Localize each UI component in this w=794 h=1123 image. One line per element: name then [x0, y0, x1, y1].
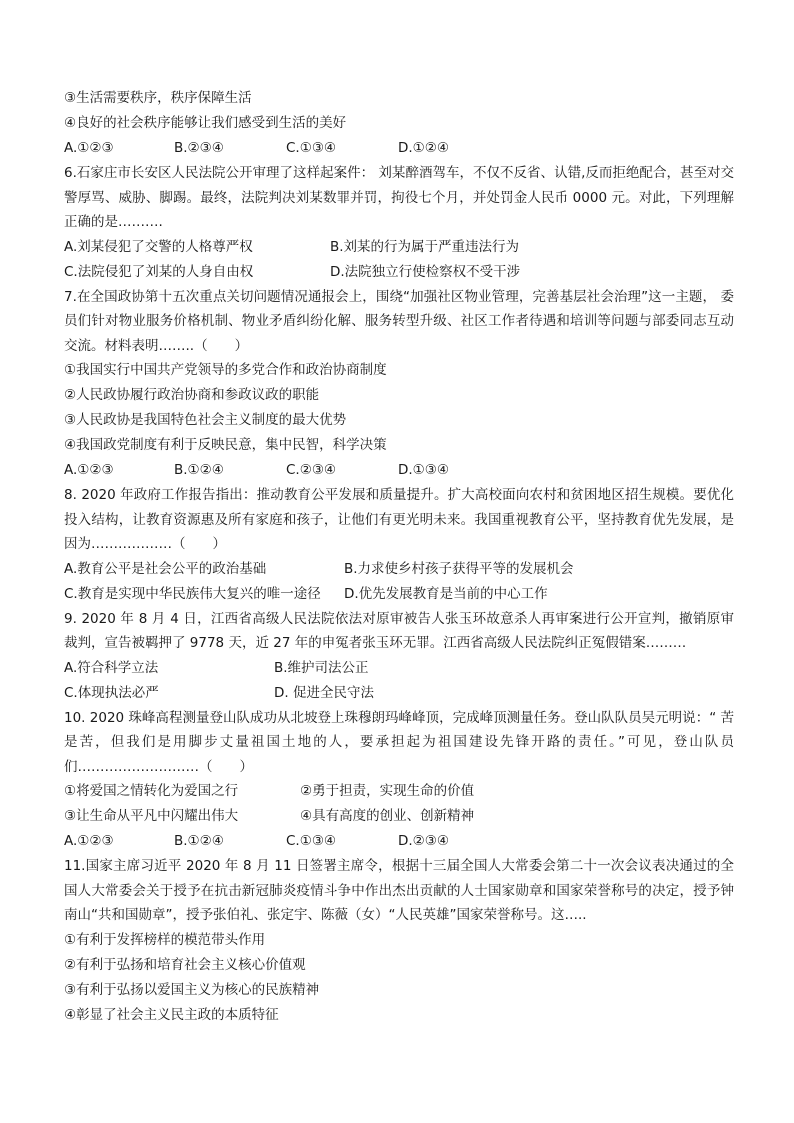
option-d: D.①②④ — [398, 140, 449, 156]
option-d: D.①③④ — [398, 462, 449, 478]
question-6-options-row-2 — [64, 260, 734, 285]
answer-options — [64, 136, 734, 161]
statement-3: ③有利于弘扬以爱国主义为核心的民族精神 — [64, 981, 320, 998]
question-6-options-row-1 — [64, 235, 734, 260]
option-b: B.②③④ — [174, 140, 224, 156]
option-b: B.力求使乡村孩子获得平等的发展机会 — [344, 560, 574, 577]
option-a: A.①②③ — [64, 833, 114, 849]
question-9-options-row-2 — [64, 681, 734, 706]
question-9-options-row-1 — [64, 656, 734, 681]
statement-1: ①将爱国之情转化为爱国之行 — [64, 783, 239, 799]
statement-4: ④我国政党制度有利于反映民意，集中民智，科学决策 — [64, 437, 387, 453]
option-b: B.①②④ — [174, 833, 224, 849]
question-10-statements-row-1 — [64, 779, 734, 804]
statement-2: ②勇于担责，实现生命的价值 — [300, 783, 475, 799]
option-d: D.优先发展教育是当前的中心工作 — [344, 585, 548, 602]
option-b: B.刘某的行为属于严重违法行为 — [330, 238, 520, 255]
option-a: A.刘某侵犯了交警的人格尊严权 — [64, 238, 253, 255]
question-10-stem: 10. 2020 珠峰高程测量登山队成功从北坡登上珠穆朗玛峰峰顶，完成峰顶测量任务。登山队队员吴元明说：“ 苦是苦，但我们是用脚步丈量祖国土地的人，要承担起为祖国建设先锋开路的责任。”可见，登山队员们………………………（ ） — [64, 709, 734, 775]
statement-3: ③让生命从平凡中闪耀出伟大 — [64, 808, 239, 824]
statement-1: ①我国实行中国共产党领导的多党合作和政治协商制度 — [64, 362, 387, 378]
option-c: C.体现执法必严 — [64, 684, 159, 701]
statement-3: ③生活需要秩序，秩序保障生活 — [64, 90, 252, 106]
question-10-statements-row-2 — [64, 804, 734, 829]
option-c: C.①③④ — [286, 140, 337, 156]
option-d: D.法院独立行使检察权不受干涉 — [330, 263, 521, 280]
option-b: B.维护司法公正 — [274, 659, 369, 676]
option-c: C.②③④ — [286, 462, 337, 478]
statement-2: ②有利于弘扬和培育社会主义核心价值观 — [64, 956, 306, 973]
exam-page — [64, 86, 734, 1028]
option-a: A.符合科学立法 — [64, 659, 159, 676]
option-a: A.①②③ — [64, 462, 114, 478]
option-b: B.①②④ — [174, 462, 224, 478]
option-a: A.教育公平是社会公平的政治基础 — [64, 560, 267, 577]
question-8-options-row-1 — [64, 557, 734, 582]
answer-options — [64, 829, 734, 854]
option-c: C.教育是实现中华民族伟大复兴的唯一途径 — [64, 585, 321, 602]
option-d: D. 促进全民守法 — [274, 684, 374, 701]
statement-1: ①有利于发挥榜样的模范带头作用 — [64, 931, 266, 948]
option-d: D.②③④ — [398, 833, 449, 849]
option-c: C.法院侵犯了刘某的人身自由权 — [64, 263, 254, 280]
answer-options — [64, 458, 734, 483]
question-8-options-row-2 — [64, 582, 734, 607]
statement-3: ③人民政协是我国特色社会主义制度的最大优势 — [64, 412, 347, 428]
question-11-stem: 11.国家主席习近平 2020 年 8 月 11 日签署主席令，根据十三届全国人大常委会第二十一次会议表决通过的全国人大常委会关于授予在抗击新冠肺炎疫情斗争中作出杰出贡献的人士国家勋章和国家荣誉称号的决定，授予钟南山“共和国勋章”，授予张伯礼、张定宇、陈薇（女）“人民英雄”国家荣誉称号。这….. — [64, 858, 734, 923]
statement-4: ④具有高度的创业、创新精神 — [300, 808, 475, 824]
option-a: A.①②③ — [64, 140, 114, 156]
question-9-stem: 9. 2020 年 8 月 4 日，江西省高级人民法院依法对原审被告人张玉环故意杀人再审案进行公开宣判，撤销原审裁判，宣告被羁押了 9778 天，近 27 年的申冤者张玉环无罪。江西省高级人民法院纠正冤假错案……… — [64, 610, 734, 651]
question-6-stem: 6.石家庄市长安区人民法院公开审理了这样起案件： 刘某醉酒驾车，不仅不反省、认错,反而拒绝配合，甚至对交警厚骂、威胁、脚踢。最终，法院判决刘某数罪并罚，拘役七个月，并处罚金人民币 0000 元。对此，下列理解正确的是………. — [64, 165, 734, 230]
statement-2: ②人民政协履行政治协商和参政议政的职能 — [64, 387, 320, 403]
statement-4: ④良好的社会秩序能够让我们感受到生活的美好 — [64, 115, 347, 131]
statement-4: ④彰显了社会主义民主政的本质特征 — [64, 1006, 279, 1023]
question-7-stem: 7.在全国政协第十五次重点关切问题情况通报会上，围绕“加强社区物业管理，完善基层社会治理”这一主题， 委员们针对物业服务价格机制、物业矛盾纠纷化解、服务转型升级、社区工作者待遇和培训等问题与部委同志互动交流。材料表明……..（ ） — [64, 288, 734, 354]
option-c: C.①③④ — [286, 833, 337, 849]
question-8-stem: 8. 2020 年政府工作报告指出：推动教育公平发展和质量提升。扩大高校面向农村和贫困地区招生规模。要优化投入结构，让教育资源惠及所有家庭和孩子，让他们有更光明未来。我国重视教育公平，坚持教育优先发展，是因为………………（ ） — [64, 487, 734, 552]
